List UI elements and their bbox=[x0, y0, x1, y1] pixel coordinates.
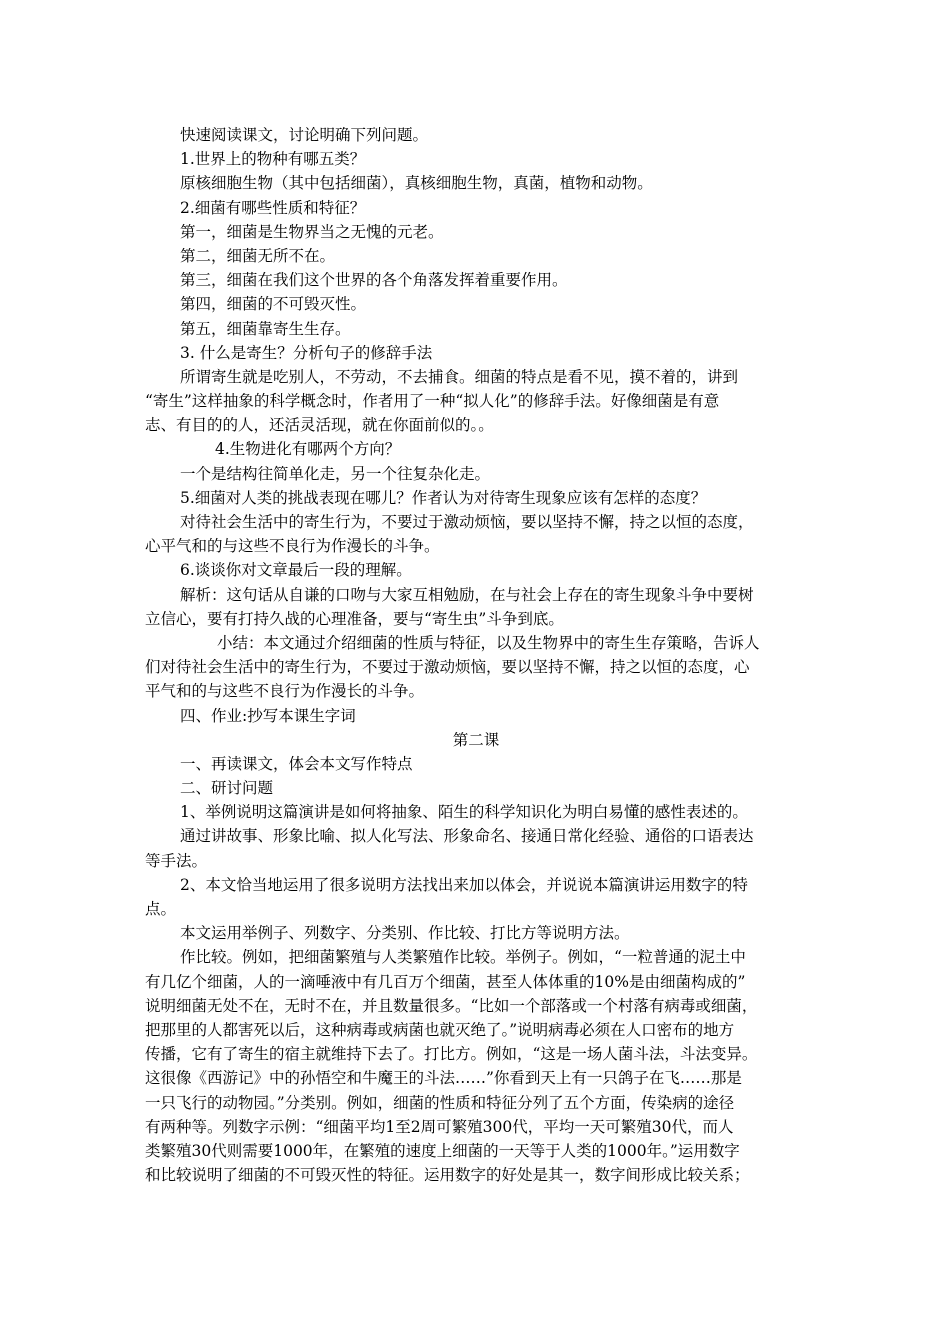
text-line: 类繁殖30代则需要1000年，在繁殖的速度上细菌的一天等于人类的1000年。”运用数字 bbox=[145, 1141, 740, 1160]
text-line: 志、有目的的人，还活灵活现，就在你面前似的。。 bbox=[145, 416, 494, 435]
text-line: 一个是结构往简单化走，另一个往复杂化走。 bbox=[180, 464, 491, 483]
text-line: 通过讲故事、形象比喻、拟人化写法、形象命名、接通日常化经验、通俗的口语表达 bbox=[180, 827, 754, 846]
homework-heading: 四、作业:抄写本课生字词 bbox=[180, 706, 356, 725]
text-line: 传播，它有了寄生的宿主就维持下去了。打比方。例如，“这是一场人菌斗法，斗法变异。 bbox=[145, 1045, 758, 1064]
text-line: 立信心，要有打持久战的心理准备，要与“寄生虫”斗争到底。 bbox=[145, 609, 564, 628]
text-line: 所谓寄生就是吃别人，不劳动，不去捕食。细菌的特点是看不见，摸不着的，讲到 bbox=[180, 367, 739, 386]
question-heading: 2、本文恰当地运用了很多说明方法找出来加以体会，并说说本篇演讲运用数字的特 bbox=[180, 875, 748, 894]
text-line: 说明细菌无处不在，无时不在，并且数量很多。“比如一个部落或一个村落有病毒或细菌， bbox=[145, 996, 758, 1015]
text-line: 对待社会生活中的寄生行为，不要过于激动烦恼，要以坚持不懈，持之以恒的态度， bbox=[180, 513, 754, 531]
question-heading: 5.细菌对人类的挑战表现在哪儿？作者认为对待寄生现象应该有怎样的态度？ bbox=[180, 488, 707, 507]
text-line: 有几亿个细菌，人的一滴唾液中有几百万个细菌，甚至人体体重的10%是由细菌构成的” bbox=[145, 972, 746, 991]
text-line: 快速阅读课文，讨论明确下列问题。 bbox=[180, 126, 429, 144]
summary-line: 平气和的与这些不良行为作漫长的斗争。 bbox=[145, 682, 425, 701]
text-line: 本文运用举例子、列数字、分类别、作比较、打比方等说明方法。 bbox=[180, 924, 630, 943]
lesson-title: 第二课 bbox=[452, 730, 500, 749]
section-heading: 一、再读课文，体会本文写作特点 bbox=[180, 754, 413, 773]
question-heading: 3. 什么是寄生？分析句子的修辞手法 bbox=[180, 343, 433, 362]
question-heading: 1、举例说明这篇演讲是如何将抽象、陌生的科学知识化为明白易懂的感性表述的。 bbox=[180, 803, 748, 822]
text-line: 作比较。例如，把细菌繁殖与人类繁殖作比较。举例子。例如，“一粒普通的泥土中 bbox=[180, 948, 746, 967]
text-line: 等手法。 bbox=[145, 851, 208, 870]
question-heading: 4.生物进化有哪两个方向？ bbox=[215, 440, 401, 459]
text-line: 心平气和的与这些不良行为作漫长的斗争。 bbox=[145, 537, 440, 556]
summary-line: 小结：本文通过介绍细菌的性质与特征，以及生物界中的寄生生存策略，告诉人 bbox=[217, 633, 760, 652]
text-line: 一只飞行的动物园。”分类别。例如，细菌的性质和特征分列了五个方面，传染病的途径 bbox=[145, 1093, 735, 1112]
section-heading: 二、研讨问题 bbox=[180, 779, 274, 798]
question-heading: 6.谈谈你对文章最后一段的理解。 bbox=[180, 561, 412, 580]
text-line: 和比较说明了细菌的不可毁灭性的特征。运用数字的好处是其一，数字间形成比较关系； bbox=[145, 1166, 750, 1185]
question-heading: 2.细菌有哪些性质和特征？ bbox=[180, 198, 366, 217]
text-line: 第四，细菌的不可毁灭性。 bbox=[180, 295, 367, 314]
text-line: 第一，细菌是生物界当之无愧的元老。 bbox=[180, 222, 444, 241]
text-line: 把那里的人都害死以后，这种病毒或病菌也就灭绝了。”说明病毒必须在人口密布的地方 bbox=[145, 1020, 735, 1039]
summary-line: 们对待社会生活中的寄生行为，不要过于激动烦恼，要以坚持不懈，持之以恒的态度，心 bbox=[145, 658, 750, 677]
text-line: “寄生”这样抽象的科学概念时，作者用了一种“拟人化”的修辞手法。好像细菌是有意 bbox=[145, 392, 720, 411]
text-line: 第二，细菌无所不在。 bbox=[180, 246, 336, 265]
text-line: 解析：这句话从自谦的口吻与大家互相勉励，在与社会上存在的寄生现象斗争中要树 bbox=[180, 585, 754, 604]
text-line: 原核细胞生物（其中包括细菌），真核细胞生物，真菌，植物和动物。 bbox=[180, 174, 653, 193]
text-line: 点。 bbox=[145, 900, 177, 918]
text-line: 有两种等。列数字示例：“细菌平均1至2周可繁殖300代，平均一天可繁殖30代，而人 bbox=[145, 1117, 734, 1136]
document-page bbox=[145, 123, 807, 1187]
text-line: 第三，细菌在我们这个世界的各个角落发挥着重要作用。 bbox=[180, 271, 568, 290]
text-line: 这很像《西游记》中的孙悟空和牛魔王的斗法……”你看到天上有一只鸽子在飞……那是 bbox=[145, 1069, 742, 1088]
text-line: 第五，细菌靠寄生生存。 bbox=[180, 319, 351, 338]
question-heading: 1.世界上的物种有哪五类？ bbox=[180, 150, 366, 169]
